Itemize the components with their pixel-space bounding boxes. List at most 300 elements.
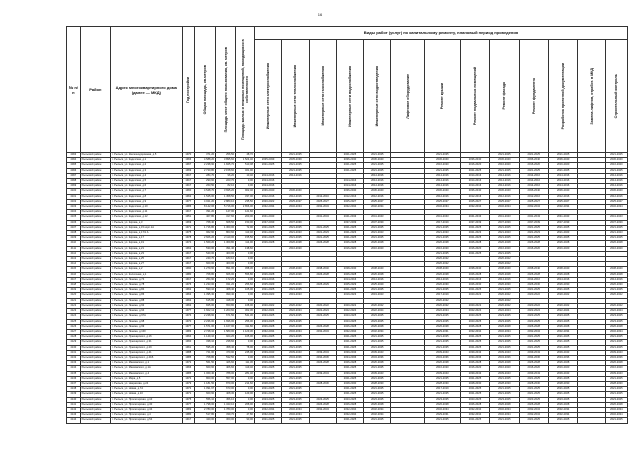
cell-work-period: 2020-2022 — [605, 303, 627, 308]
cell-district: Рыльский район — [80, 267, 110, 272]
cell-work-period: 2021-2025 — [425, 236, 461, 241]
cell-residential-area: 268,90 — [236, 402, 255, 407]
cell-district: Рыльский район — [80, 163, 110, 168]
cell-address: г. Рыльск, ул. Новая, д.7А — [111, 387, 182, 392]
cell-work-period: 2021-2025 — [425, 418, 461, 423]
cell-total-area: 1 149,10 — [195, 335, 216, 340]
cell-work-period: 2032-2034 — [605, 413, 627, 418]
cell-work-period: 2021-2025 — [460, 387, 489, 392]
cell-work-period: 2021-2025 — [364, 340, 391, 345]
cell-year: 1990 — [182, 267, 195, 272]
cell-district: Рыльский район — [80, 225, 110, 230]
cell-work-period: 2023-2025 — [548, 319, 577, 324]
col-header-work: Ремонт крыши — [425, 40, 461, 153]
cell-work-period: 2026-2028 — [309, 241, 336, 246]
cell-total-area: 1 798,00 — [195, 402, 216, 407]
cell-work-period: 2020-2022 — [254, 199, 281, 204]
cell-work-period: 2016-2020 — [490, 366, 519, 371]
cell-no: 4104 — [67, 210, 81, 215]
cell-work-period: 2023-2025 — [605, 314, 627, 319]
cell-work-period: 2026-2028 — [282, 241, 309, 246]
cell-work-period: 2020-2022 — [309, 303, 336, 308]
cell-work-period: 2026-2028 — [254, 324, 281, 329]
cell-no: 4122 — [67, 303, 81, 308]
cell-total-area: 600,60 — [195, 366, 216, 371]
cell-work-period: 2021-2025 — [254, 163, 281, 168]
cell-work-period: 2020-2022 — [425, 298, 461, 303]
cell-work-period: 2023-2025 — [309, 314, 336, 319]
cell-work-period: 2034-2036 — [309, 355, 336, 360]
cell-no: 4123 — [67, 309, 81, 314]
cell-work-period: 2034-2036 — [364, 355, 391, 360]
cell-district: Рыльский район — [80, 402, 110, 407]
cell-work-period: 2028-2030 — [425, 381, 461, 386]
works-group-header: Виды работ (услуг) по капитальному ремонту, плановый период проведения — [254, 27, 627, 40]
cell-no: 4142 — [67, 407, 81, 412]
cell-work-period: 2026-2028 — [282, 361, 309, 366]
cell-residential-area: 111,30 — [236, 361, 255, 366]
cell-work-period: 2022-2024 — [364, 309, 391, 314]
cell-work-period: 2026-2028 — [490, 241, 519, 246]
cell-district: Рыльский район — [80, 303, 110, 308]
cell-residential-area: 281,40 — [236, 371, 255, 376]
cell-year: 1917 — [182, 184, 195, 189]
cell-total-area: 8 142,06 — [195, 205, 216, 210]
cell-work-period: 2023-2025 — [519, 314, 548, 319]
cell-work-period: 2032-2034 — [364, 329, 391, 334]
cell-work-period: 2016-2020 — [548, 366, 577, 371]
cell-residential-area: 105,00 — [236, 288, 255, 293]
cell-address: г. Рыльск, ул. Ленина, д.92 — [111, 303, 182, 308]
cell-district: Рыльский район — [80, 246, 110, 251]
cell-work-period: 2021-2025 — [336, 168, 363, 173]
cell-work-period: 2021-2025 — [519, 376, 548, 381]
cell-work-period: 2014-2016 — [425, 173, 461, 178]
cell-work-period: 2023-2025 — [548, 397, 577, 402]
cell-work-period: 2021-2025 — [364, 163, 391, 168]
cell-no: 4127 — [67, 329, 81, 334]
cell-work-period: 2021-2025 — [519, 225, 548, 230]
cell-work-period: 2014-2016 — [519, 179, 548, 184]
cell-residential-area: 105,00 — [236, 335, 255, 340]
cell-work-period: 2021-2025 — [519, 345, 548, 350]
cell-common-area: 2 880,10 — [216, 199, 236, 204]
cell-work-period: 2026-2028 — [490, 361, 519, 366]
cell-work-period: 2026-2028 — [425, 361, 461, 366]
col-header-residential-area: Площадь жилых и нежилых помещений, находящихся в собственности — [236, 27, 255, 153]
cell-work-period: 2017-2019 — [425, 220, 461, 225]
cell-work-period: 2023-2025 — [425, 397, 461, 402]
cell-work-period: 2025-2029 — [282, 283, 309, 288]
cell-address: г. Рыльск, ул. Пролетарская, д.4 — [111, 413, 182, 418]
cell-work-period: 2014-2016 — [254, 184, 281, 189]
cell-work-period: 2014-2016 — [605, 179, 627, 184]
cell-work-period: 2026-2030 — [519, 283, 548, 288]
cell-work-period: 2021-2025 — [425, 392, 461, 397]
cell-common-area: 391,40 — [216, 246, 236, 251]
cell-work-period: 2023-2025 — [336, 319, 363, 324]
cell-work-period: 2014-2016 — [336, 179, 363, 184]
cell-work-period: 2021-2025 — [425, 345, 461, 350]
cell-work-period: 2021-2025 — [548, 288, 577, 293]
cell-work-period: 2039-2043 — [548, 350, 577, 355]
cell-work-period: 2023-2025 — [425, 314, 461, 319]
cell-work-period: 2021-2025 — [282, 418, 309, 423]
cell-work-period: 2037-2039 — [605, 220, 627, 225]
cell-work-period: 2028-2030 — [605, 381, 627, 386]
cell-work-period: 2023-2025 — [254, 319, 281, 324]
col-header-no: № п/п — [67, 27, 81, 153]
cell-no: 4119 — [67, 288, 81, 293]
cell-work-period: 2020-2022 — [548, 303, 577, 308]
cell-work-period: 2023-2025 — [364, 397, 391, 402]
cell-work-period: 2016-2020 — [605, 246, 627, 251]
cell-year: 1960 — [182, 340, 195, 345]
cell-year: 1966 — [182, 366, 195, 371]
cell-year: 1962 — [182, 303, 195, 308]
cell-no: 4103 — [67, 205, 81, 210]
cell-work-period: 2019-2023 — [282, 293, 309, 298]
col-header-total-area: Общая площадь, кв.метров — [195, 27, 216, 153]
cell-total-area: 962,60 — [195, 231, 216, 236]
cell-work-period: 2032-2034 — [336, 329, 363, 334]
cell-address: г. Рыльск, ул. Кирова, д.21 — [111, 246, 182, 251]
cell-work-period: 2021-2025 — [254, 335, 281, 340]
cell-work-period: 2016-2020 — [519, 366, 548, 371]
cell-residential-area: 113,40 — [236, 231, 255, 236]
cell-year: 1980 — [182, 413, 195, 418]
cell-work-period: 2021-2025 — [282, 153, 309, 158]
col-header-common-area: Площадь мест общего пользования, кв. метров — [216, 27, 236, 153]
cell-work-period: 2014-2016 — [460, 184, 489, 189]
cell-work-period: 2021-2025 — [254, 225, 281, 230]
cell-residential-area: 541,30 — [236, 314, 255, 319]
col-header-year: Год постройки — [182, 27, 195, 153]
cell-work-period: 2037-2039 — [336, 220, 363, 225]
cell-total-area: 825,00 — [195, 303, 216, 308]
cell-work-period: 2021-2025 — [309, 225, 336, 230]
cell-no: 4133 — [67, 361, 81, 366]
cell-work-period: 2032-2034 — [336, 407, 363, 412]
cell-district: Рыльский район — [80, 257, 110, 262]
cell-work-period: 2028-2030 — [460, 381, 489, 386]
cell-work-period: 2021-2025 — [336, 236, 363, 241]
cell-year: 1980 — [182, 272, 195, 277]
cell-work-period: 2026-2028 — [254, 402, 281, 407]
cell-work-period: 2026-2028 — [425, 324, 461, 329]
cell-work-period: 2012-2016 — [605, 194, 627, 199]
cell-total-area: 1 181,50 — [195, 381, 216, 386]
cell-no: 4125 — [67, 319, 81, 324]
cell-district: Рыльский район — [80, 418, 110, 423]
cell-no: 4118 — [67, 283, 81, 288]
cell-no: 4144 — [67, 418, 81, 423]
cell-work-period: 2028-2030 — [309, 381, 336, 386]
cell-address: г. Рыльск, ул. Ленина, д.86 — [111, 293, 182, 298]
cell-work-period: 2036-2040 — [460, 158, 489, 163]
cell-work-period: 2026-2028 — [460, 241, 489, 246]
cell-residential-area: 0,00 — [236, 184, 255, 189]
cell-address: г. Рыльск, ул. Ленина, д.100 — [111, 329, 182, 334]
cell-year: 1983 — [182, 329, 195, 334]
cell-work-period: 2021-2025 — [336, 225, 363, 230]
cell-work-period: 2022-2024 — [605, 309, 627, 314]
cell-work-period: 2026-2028 — [309, 361, 336, 366]
cell-year: 1983 — [182, 407, 195, 412]
cell-work-period: 2026-2028 — [548, 361, 577, 366]
cell-residential-area: 235,50 — [236, 199, 255, 204]
cell-residential-area: 47,80 — [236, 413, 255, 418]
cell-work-period: 2032-2034 — [254, 205, 281, 210]
cell-district: Рыльский район — [80, 158, 110, 163]
cell-residential-area: 138,60 — [236, 246, 255, 251]
cell-work-period: 2026-2028 — [364, 402, 391, 407]
cell-total-area: 2 238,60 — [195, 314, 216, 319]
cell-work-period: 2026-2028 — [425, 402, 461, 407]
cell-residential-area: 0,00 — [236, 340, 255, 345]
cell-common-area: 317,60 — [216, 215, 236, 220]
cell-work-period: 2021-2025 — [460, 376, 489, 381]
cell-work-period: 2014-2016 — [364, 173, 391, 178]
cell-work-period: 2021-2025 — [425, 376, 461, 381]
cell-address: г. Рыльск, ул. Ленина, д.84 — [111, 288, 182, 293]
cell-total-area: 4 588,20 — [195, 158, 216, 163]
cell-work-period: 2036-2040 — [336, 158, 363, 163]
cell-no: 4116 — [67, 272, 81, 277]
cell-common-area: 1 696,00 — [216, 319, 236, 324]
cell-total-area: 600,60 — [195, 392, 216, 397]
cell-work-period: 2021-2025 — [282, 392, 309, 397]
cell-work-period: 2014-2016 — [548, 173, 577, 178]
cell-work-period: 2012-2016 — [425, 194, 461, 199]
cell-work-period: 2021-2025 — [364, 288, 391, 293]
cell-total-area: 1 569,20 — [195, 241, 216, 246]
cell-work-period: 2023-2025 — [490, 319, 519, 324]
cell-work-period: 2021-2025 — [490, 251, 519, 256]
cell-work-period: 2032-2034 — [490, 329, 519, 334]
cell-work-period: 2026-2028 — [282, 272, 309, 277]
cell-work-period: 2014-2016 — [425, 184, 461, 189]
table-body — [67, 153, 628, 424]
cell-work-period: 2021-2025 — [460, 225, 489, 230]
cell-work-period: 2041-2043 — [605, 215, 627, 220]
cell-year: 1962 — [182, 298, 195, 303]
cell-common-area: 456,10 — [216, 397, 236, 402]
cell-work-period: 2039-2043 — [519, 350, 548, 355]
cell-work-period: 2012-2016 — [519, 194, 548, 199]
cell-common-area: 924,20 — [216, 335, 236, 340]
cell-work-period: 2032-2034 — [282, 205, 309, 210]
cell-work-period: 2021-2025 — [605, 387, 627, 392]
cell-district: Рыльский район — [80, 329, 110, 334]
cell-district: Рыльский район — [80, 381, 110, 386]
cell-work-period: 2021-2023 — [425, 231, 461, 236]
cell-district: Рыльский район — [80, 199, 110, 204]
cell-district: Рыльский район — [80, 361, 110, 366]
cell-work-period: 2029-2031 — [425, 329, 461, 334]
cell-no: 4128 — [67, 335, 81, 340]
cell-residential-area: 155,50 — [236, 236, 255, 241]
cell-total-area: 708,80 — [195, 272, 216, 277]
cell-work-period: 2021-2025 — [425, 251, 461, 256]
cell-district: Рыльский район — [80, 220, 110, 225]
cell-residential-area: 0,00 — [236, 407, 255, 412]
cell-total-area: 254,90 — [195, 277, 216, 282]
cell-work-period: 2021-2025 — [490, 225, 519, 230]
cell-common-area: 1 369,80 — [216, 241, 236, 246]
cell-work-period: 2022-2024 — [425, 309, 461, 314]
cell-work-period: 2025-2027 — [336, 199, 363, 204]
cell-work-period: 2020-2022 — [605, 293, 627, 298]
cell-no: 4126 — [67, 324, 81, 329]
cell-work-period: 2016-2020 — [519, 163, 548, 168]
cell-work-period: 2016-2020 — [548, 246, 577, 251]
cell-residential-area: 256,60 — [236, 283, 255, 288]
cell-common-area: 3 695,20 — [216, 189, 236, 194]
cell-work-period: 2021-2025 — [490, 288, 519, 293]
cell-work-period: 2021-2025 — [460, 418, 489, 423]
cell-work-period: 2038-2040 — [309, 267, 336, 272]
cell-work-period: 2021-2025 — [282, 345, 309, 350]
cell-total-area: 768,40 — [195, 220, 216, 225]
cell-district: Рыльский район — [80, 376, 110, 381]
cell-work-period: 2016-2020 — [605, 163, 627, 168]
cell-district: Рыльский район — [80, 397, 110, 402]
cell-work-period: 2038-2040 — [548, 267, 577, 272]
cell-work-period: 2032-2034 — [364, 413, 391, 418]
cell-work-period: 2026-2030 — [605, 283, 627, 288]
cell-work-period: 2021-2025 — [460, 340, 489, 345]
cell-work-period: 2032-2034 — [309, 205, 336, 210]
cell-total-area: 615,80 — [195, 298, 216, 303]
cell-work-period: 2038-2040 — [490, 267, 519, 272]
cell-work-period: 2021-2025 — [548, 153, 577, 158]
cell-work-period: 2021-2025 — [364, 418, 391, 423]
cell-year: 1975 — [182, 231, 195, 236]
cell-common-area: 1 167,00 — [216, 324, 236, 329]
cell-work-period: 2023-2025 — [282, 319, 309, 324]
cell-work-period: 2021-2025 — [548, 345, 577, 350]
cell-work-period: 2041-2043 — [460, 215, 489, 220]
cell-work-period: 2016-2020 — [336, 246, 363, 251]
cell-work-period: 2032-2034 — [548, 329, 577, 334]
cell-work-period: 2021-2025 — [490, 392, 519, 397]
cell-no: 4111 — [67, 246, 81, 251]
cell-year: 1974 — [182, 314, 195, 319]
col-header-work: Лифтовое оборудование — [391, 40, 425, 153]
cell-work-period: 2036-2040 — [605, 189, 627, 194]
cell-year: 1977 — [182, 199, 195, 204]
cell-common-area: 1 580,00 — [216, 329, 236, 334]
cell-common-area: 999,40 — [216, 293, 236, 298]
cell-work-period: 2020-2022 — [336, 303, 363, 308]
cell-total-area: 1 069,40 — [195, 371, 216, 376]
cell-work-period: 2039-2043 — [460, 371, 489, 376]
cell-no: 4105 — [67, 215, 81, 220]
cell-work-period: 2036-2040 — [425, 189, 461, 194]
cell-work-period: 2026-2028 — [519, 241, 548, 246]
cell-work-period: 2026-2028 — [548, 272, 577, 277]
cell-no: 4107 — [67, 225, 81, 230]
cell-common-area: 408,30 — [216, 392, 236, 397]
cell-district: Рыльский район — [80, 277, 110, 282]
cell-work-period — [578, 418, 605, 423]
cell-work-period: 2021-2025 — [605, 236, 627, 241]
cell-work-period: 2021-2025 — [490, 168, 519, 173]
cell-work-period: 2025-2027 — [548, 199, 577, 204]
cell-work-period: 2014-2016 — [605, 184, 627, 189]
cell-work-period: 2021-2025 — [490, 376, 519, 381]
cell-work-period: 2021-2025 — [309, 236, 336, 241]
cell-no: 4136 — [67, 376, 81, 381]
cell-work-period: 2026-2028 — [548, 402, 577, 407]
cell-work-period: 2021-2025 — [519, 392, 548, 397]
cell-work-period: 2036-2040 — [254, 189, 281, 194]
cell-common-area: 400,00 — [216, 251, 236, 256]
cell-work-period: 2026-2028 — [336, 324, 363, 329]
cell-year: 1988 — [182, 350, 195, 355]
cell-district: Рыльский район — [80, 392, 110, 397]
cell-work-period: 2023-2025 — [460, 314, 489, 319]
col-header-work: Инженерные сети водоснабжения — [336, 40, 363, 153]
cell-work-period: 2021-2025 — [336, 392, 363, 397]
cell-year: 1917 — [182, 277, 195, 282]
cell-residential-area: 461,90 — [236, 168, 255, 173]
cell-residential-area: 302,30 — [236, 309, 255, 314]
cell-work-period: 2039-2043 — [490, 371, 519, 376]
cell-common-area: 458,40 — [216, 345, 236, 350]
cell-common-area: 468,40 — [216, 288, 236, 293]
cell-district: Рыльский район — [80, 184, 110, 189]
cell-work-period: 2032-2034 — [490, 407, 519, 412]
cell-common-area: 470,90 — [216, 350, 236, 355]
cell-work-period: 2021-2025 — [364, 345, 391, 350]
cell-residential-area: 114,90 — [236, 241, 255, 246]
cell-residential-area: 0,00 — [236, 257, 255, 262]
cell-work-period: 2021-2023 — [336, 231, 363, 236]
cell-year: 1917 — [182, 179, 195, 184]
cell-work-period: 2036-2040 — [605, 158, 627, 163]
cell-residential-area: 556,80 — [236, 272, 255, 277]
cell-work-period: 2023-2025 — [336, 314, 363, 319]
cell-district: Рыльский район — [80, 205, 110, 210]
cell-work-period: 2036-2040 — [282, 189, 309, 194]
cell-district: Рыльский район — [80, 241, 110, 246]
cell-address: г. Рыльск, ул. Кадетская, д.7 — [111, 189, 182, 194]
cell-no: 4130 — [67, 345, 81, 350]
cell-work-period: 2023-2025 — [519, 319, 548, 324]
cell-work-period: 2021-2025 — [364, 168, 391, 173]
cell-work-period: 2032-2034 — [254, 413, 281, 418]
cell-work-period: 2023-2025 — [490, 397, 519, 402]
cell-common-area: 1 203,60 — [216, 309, 236, 314]
cell-work-period: 2020-2022 — [490, 262, 519, 267]
cell-work-period: 2021-2025 — [460, 288, 489, 293]
cell-work-period: 2021-2025 — [336, 376, 363, 381]
cell-work-period: 2036-2040 — [425, 158, 461, 163]
cell-address: г. Рыльск, ул. Кадетская, д.3 — [111, 168, 182, 173]
cell-residential-area: 90,00 — [236, 418, 255, 423]
cell-work-period: 2026-2028 — [519, 272, 548, 277]
cell-work-period: 2032-2034 — [490, 205, 519, 210]
cell-no: 4096 — [67, 168, 81, 173]
cell-work-period: 2026-2028 — [605, 324, 627, 329]
cell-work-period: 2021-2025 — [282, 376, 309, 381]
cell-work-period: 2034-2036 — [254, 355, 281, 360]
cell-work-period: 2016-2020 — [364, 246, 391, 251]
cell-address: г. Рыльск, ул. Луначарского, д.41 — [111, 350, 182, 355]
cell-work-period: 2020-2022 — [490, 293, 519, 298]
